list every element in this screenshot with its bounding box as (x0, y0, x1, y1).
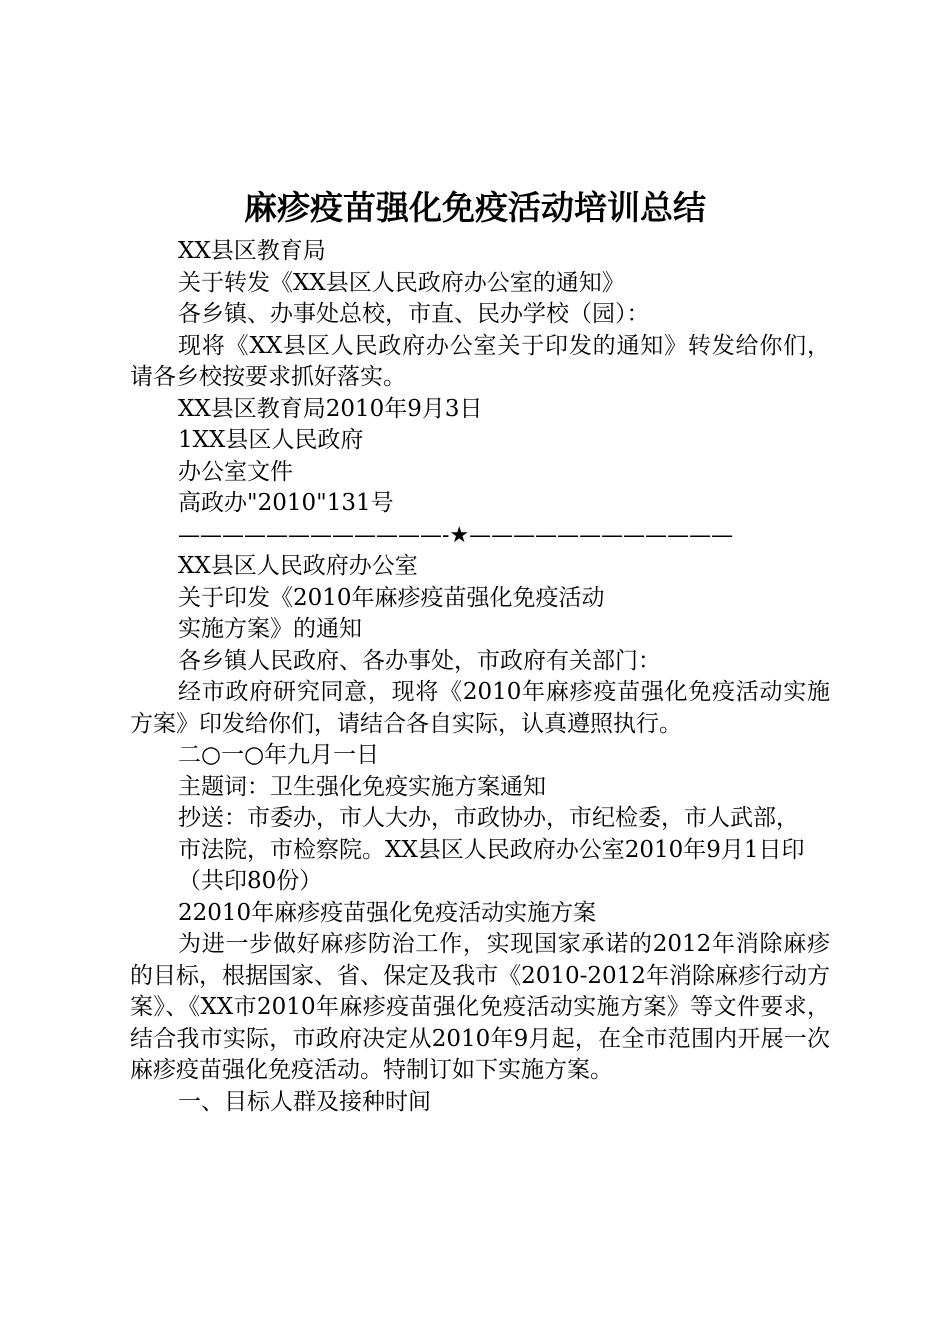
paragraph-signature-date: XX县区教育局2010年9月3日 (178, 395, 483, 422)
paragraph-forward-notice: 现将《XX县区人民政府办公室关于印发的通知》转发给你们，请各乡校按要求抓好落实。 (130, 332, 830, 390)
paragraph-notice-title-2: 实施方案》的通知 (178, 616, 362, 642)
paragraph-office-doc: 办公室文件 (178, 458, 293, 485)
paragraph-section-heading: 一、目标人群及接种时间 (178, 1088, 431, 1115)
paragraph-plan-intro: 为进一步做好麻疹防治工作，实现国家承诺的2012年消除麻疹的目标，根据国家、省、保定及我市《2010-2012年消除麻疹行动方案》、《XX市2010年麻疹疫苗强化免疫活动实施方案》等文件要求，结合我市实际，市政府决定从2010年9月起，在全市范围内开展一次麻疹疫苗强化免疫活动。特制订如下实施方案。 (130, 931, 830, 1083)
star-divider: ————————————-★———————————— (178, 522, 734, 548)
paragraph-keywords: 主题词：卫生强化免疫实施方案通知 (178, 773, 546, 800)
paragraph-notice-body: 经市政府研究同意，现将《2010年麻疹疫苗强化免疫活动实施方案》印发给你们，请结合各自实际，认真遵照执行。 (130, 679, 830, 737)
document-body (130, 236, 830, 1118)
paragraph-office-name: XX县区人民政府办公室 (178, 553, 418, 579)
paragraph-notice-date: 二○一○年九月一日 (178, 742, 380, 768)
paragraph-notice-title-1: 关于印发《2010年麻疹疫苗强化免疫活动 (178, 584, 605, 611)
paragraph-cc-continued: 市法院，市检察院。XX县区人民政府办公室2010年9月1日印 (178, 836, 805, 863)
paragraph-govt-header: 1XX县区人民政府 (178, 427, 364, 453)
paragraph-cc: 抄送：市委办，市人大办，市政协办，市纪检委，市人武部， (178, 805, 799, 831)
paragraph-copies: （共印80份） (178, 868, 323, 894)
paragraph-doc-number: 高政办"2010"131号 (178, 490, 394, 516)
paragraph-subject: 关于转发《XX县区人民政府办公室的通知》 (178, 269, 625, 296)
document-title: 麻疹疫苗强化免疫活动培训总结 (244, 188, 706, 227)
paragraph-recipients: 各乡镇、办事处总校，市直、民办学校（园）： (178, 301, 650, 327)
paragraph-notice-recipients: 各乡镇人民政府、各办事处，市政府有关部门： (178, 647, 661, 674)
paragraph-plan-title: 22010年麻疹疫苗强化免疫活动实施方案 (178, 899, 597, 926)
paragraph-sender: XX县区教育局 (178, 238, 326, 264)
